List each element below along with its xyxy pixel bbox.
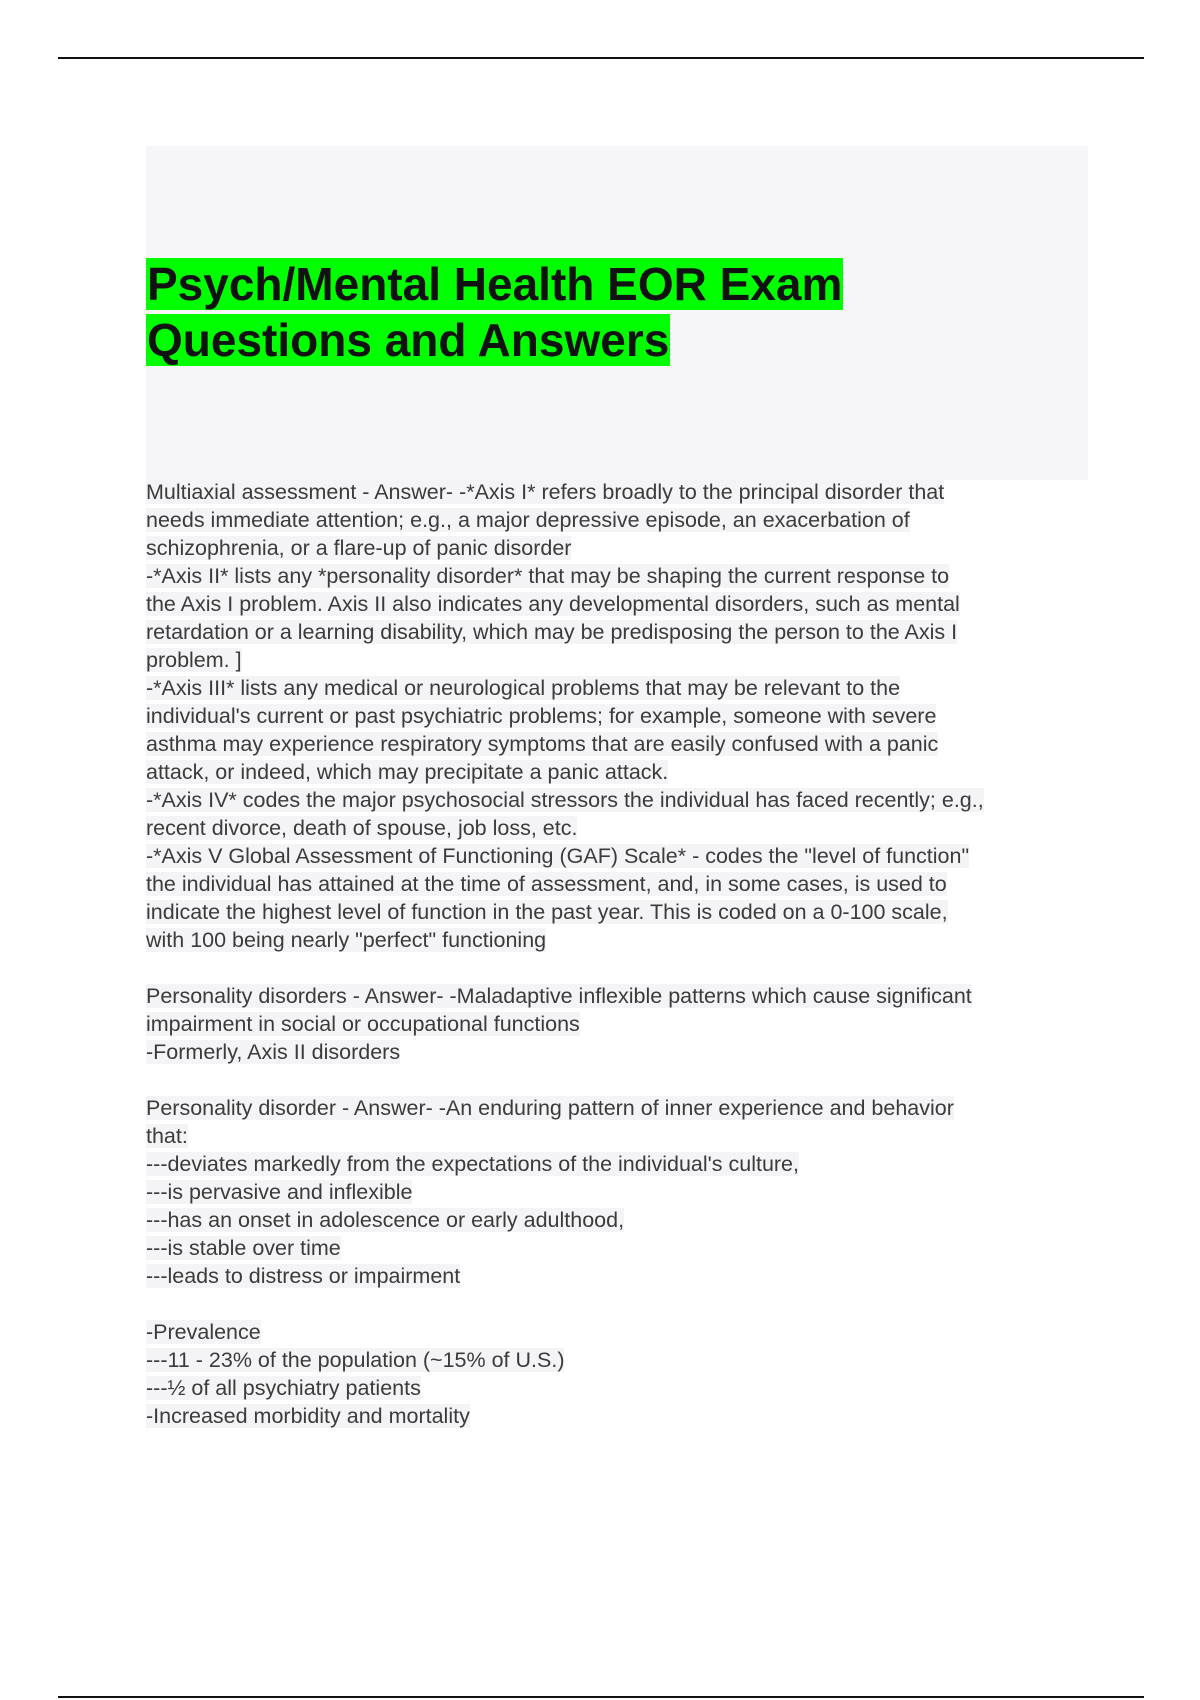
text-line-content: schizophrenia, or a flare-up of panic disorder xyxy=(146,536,572,560)
text-line-content: -Prevalence xyxy=(146,1320,261,1344)
text-line xyxy=(146,1262,1096,1290)
title-line-2: Questions and Answers xyxy=(147,314,670,366)
text-line-content: needs immediate attention; e.g., a major depressive episode, an exacerbation of xyxy=(146,508,910,532)
text-line xyxy=(146,870,1096,898)
text-line-content: -*Axis III* lists any medical or neurological problems that may be relevant to the xyxy=(146,676,901,700)
text-line-content: ---is pervasive and inflexible xyxy=(146,1180,413,1204)
text-line-content: ---leads to distress or impairment xyxy=(146,1264,461,1288)
text-line xyxy=(146,1010,1096,1038)
text-line xyxy=(146,1402,1096,1430)
text-line xyxy=(146,1094,1096,1122)
qa-paragraph xyxy=(146,1318,1096,1430)
text-line xyxy=(146,646,1096,674)
text-line xyxy=(146,786,1096,814)
top-rule xyxy=(58,57,1144,59)
qa-paragraph xyxy=(146,982,1096,1066)
document-body xyxy=(146,478,1096,1430)
text-line-content: individual's current or past psychiatric problems; for example, someone with severe xyxy=(146,704,937,728)
text-line-content: retardation or a learning disability, which may be predisposing the person to the Axis I xyxy=(146,620,958,644)
text-line xyxy=(146,758,1096,786)
text-line xyxy=(146,814,1096,842)
text-line-content: -*Axis IV* codes the major psychosocial stressors the individual has faced recently; e.g., xyxy=(146,788,984,812)
text-line xyxy=(146,1150,1096,1178)
text-line xyxy=(146,534,1096,562)
text-line xyxy=(146,898,1096,926)
title-line-1: Psych/Mental Health EOR Exam xyxy=(147,258,843,310)
text-line-content: the Axis I problem. Axis II also indicates any developmental disorders, such as mental xyxy=(146,592,960,616)
text-line xyxy=(146,730,1096,758)
text-line-content: Personality disorders - Answer- -Maladaptive inflexible patterns which cause significant xyxy=(146,984,972,1008)
text-line xyxy=(146,702,1096,730)
paragraph-gap xyxy=(146,1290,1096,1318)
paragraph-gap xyxy=(146,954,1096,982)
text-line-content: that: xyxy=(146,1124,188,1148)
bottom-rule xyxy=(58,1696,1144,1698)
text-line xyxy=(146,1038,1096,1066)
text-line-content: the individual has attained at the time of assessment, and, in some cases, is used to xyxy=(146,872,947,896)
text-line xyxy=(146,478,1096,506)
text-line xyxy=(146,926,1096,954)
text-line xyxy=(146,506,1096,534)
text-line xyxy=(146,674,1096,702)
text-line-content: Multiaxial assessment - Answer- -*Axis I* refers broadly to the principal disorder that xyxy=(146,480,945,504)
qa-paragraph xyxy=(146,1094,1096,1290)
text-line xyxy=(146,1234,1096,1262)
text-line xyxy=(146,562,1096,590)
text-line xyxy=(146,1122,1096,1150)
text-line-content: ---has an onset in adolescence or early adulthood, xyxy=(146,1208,625,1232)
text-line xyxy=(146,1178,1096,1206)
text-line-content: ---½ of all psychiatry patients xyxy=(146,1376,421,1400)
text-line xyxy=(146,1346,1096,1374)
text-line xyxy=(146,618,1096,646)
text-line-content: ---is stable over time xyxy=(146,1236,341,1260)
text-line-content: -*Axis V Global Assessment of Functioning (GAF) Scale* - codes the "level of function" xyxy=(146,844,970,868)
text-line-content: -Increased morbidity and mortality xyxy=(146,1404,470,1428)
text-line-content: problem. ] xyxy=(146,648,242,672)
text-line xyxy=(146,842,1096,870)
text-line xyxy=(146,590,1096,618)
text-line-content: -*Axis II* lists any *personality disorder* that may be shaping the current response to xyxy=(146,564,950,588)
text-line-content: Personality disorder - Answer- -An enduring pattern of inner experience and behavior xyxy=(146,1096,954,1120)
text-line-content: impairment in social or occupational functions xyxy=(146,1012,580,1036)
text-line xyxy=(146,1374,1096,1402)
text-line xyxy=(146,1206,1096,1234)
text-line-content: -Formerly, Axis II disorders xyxy=(146,1040,401,1064)
text-line-content: indicate the highest level of function in the past year. This is coded on a 0-100 scale, xyxy=(146,900,948,924)
text-line-content: attack, or indeed, which may precipitate a panic attack. xyxy=(146,760,669,784)
paragraph-gap xyxy=(146,1066,1096,1094)
text-line-content: asthma may experience respiratory symptoms that are easily confused with a panic xyxy=(146,732,939,756)
text-line-content: ---11 - 23% of the population (~15% of U.S.) xyxy=(146,1348,565,1372)
text-line xyxy=(146,1318,1096,1346)
text-line-content: with 100 being nearly "perfect" functioning xyxy=(146,928,547,952)
text-line-content: recent divorce, death of spouse, job loss, etc. xyxy=(146,816,578,840)
text-line xyxy=(146,982,1096,1010)
document-title xyxy=(146,256,906,368)
qa-paragraph xyxy=(146,478,1096,954)
text-line-content: ---deviates markedly from the expectations of the individual's culture, xyxy=(146,1152,799,1176)
